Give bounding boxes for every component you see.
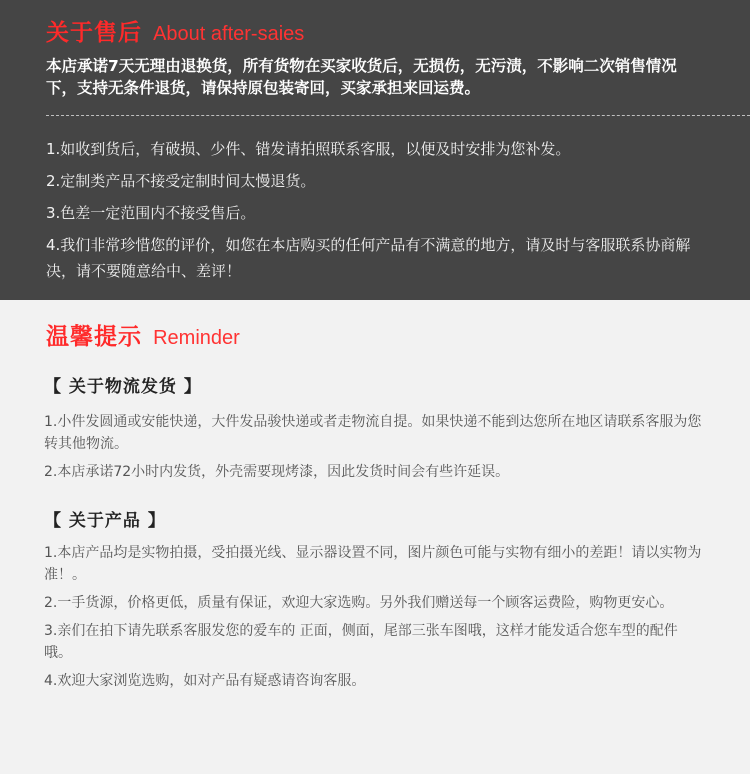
logistics-heading: 【 关于物流发货 】 <box>44 377 202 397</box>
return-promise-text: 本店承诺7天无理由退换货，所有货物在买家收货后，无损伤，无污渍，不影响二次销售情况下，支持无条件退货，请保持原包装寄回，买家承担来回运费。 <box>46 57 677 97</box>
after-sales-item: 1.如收到货后，有破损、少件、错发请拍照联系客服，以便及时安排为您补发。 <box>46 140 571 158</box>
after-sales-item: 3.色差一定范围内不接受售后。 <box>46 204 256 222</box>
product-item: 4.欢迎大家浏览选购，如对产品有疑惑请咨询客服。 <box>44 673 366 689</box>
product-item: 3.亲们在拍下请先联系客服发您的爱车的 正面，侧面，尾部三张车图哦，这样才能发适合您车型的配件哦。 <box>44 623 678 661</box>
reminder-title-en: Reminder <box>153 327 240 349</box>
reminder-title <box>46 318 240 351</box>
after-sales-item: 2.定制类产品不接受定制时间太慢退货。 <box>46 172 316 190</box>
after-sales-section <box>0 0 750 300</box>
dashed-divider <box>46 115 750 116</box>
product-list <box>44 542 704 698</box>
after-sales-title <box>46 14 304 47</box>
logistics-list <box>44 411 704 489</box>
after-sales-item: 4.我们非常珍惜您的评价，如您在本店购买的任何产品有不满意的地方，请及时与客服联系协商解决，请不要随意给中、差评！ <box>46 236 691 280</box>
product-item: 1.本店产品均是实物拍摄，受拍摄光线、显示器设置不同，图片颜色可能与实物有细小的差距！请以实物为准！。 <box>44 545 702 583</box>
reminder-title-cn: 温馨提示 <box>46 324 142 350</box>
after-sales-title-cn: 关于售后 <box>46 20 142 46</box>
reminder-section <box>0 300 750 774</box>
after-sales-title-en: About after-saies <box>153 23 305 45</box>
product-heading: 【 关于产品 】 <box>44 511 166 531</box>
logistics-item: 2.本店承诺72小时内发货，外壳需要现烤漆，因此发货时间会有些许延误。 <box>44 464 510 480</box>
after-sales-list <box>46 136 706 290</box>
logistics-item: 1.小件发圆通或安能快递，大件发品骏快递或者走物流自提。如果快递不能到达您所在地区请联系客服为您转其他物流。 <box>44 414 702 452</box>
product-item: 2.一手货源，价格更低，质量有保证，欢迎大家选购。另外我们赠送每一个顾客运费险，购物更安心。 <box>44 595 674 611</box>
